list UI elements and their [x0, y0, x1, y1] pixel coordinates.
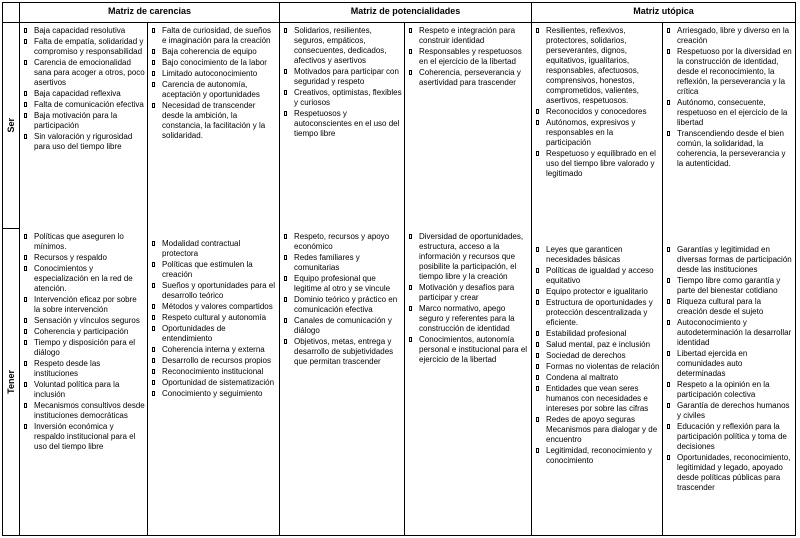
list-item-text: Baja capacidad reflexiva: [34, 89, 121, 98]
list-item-text: Sin valoración y rigurosidad para uso del tiempo libre: [34, 132, 133, 151]
bullet-icon: [667, 351, 670, 356]
list-item: [535, 287, 660, 297]
list-item: [151, 260, 277, 280]
list-item-text: Motivados para participar con seguridad y respeto: [294, 67, 399, 86]
list-item-text: Oportunidades de entendimiento: [162, 324, 226, 343]
bullet-icon: [284, 297, 287, 302]
bullet-icon: [667, 278, 670, 283]
list-item: [666, 422, 793, 452]
list-item: [23, 58, 145, 88]
list-item-text: Falta de empatía, solidaridad y compromiso y responsabilidad: [34, 37, 144, 56]
list-item: [151, 313, 277, 323]
bullet-icon: [667, 424, 670, 429]
list-item: [151, 356, 277, 366]
list-item-text: Oportunidades, reconocimiento, legitimidad y legado, apoyado desde políticas públicas para trascender: [677, 453, 791, 492]
list-item-text: Respetuoso por la diversidad en la construcción de identidad, desde el reconocimiento, la reflexión, la perseverancia y la crítica: [677, 47, 792, 96]
list-item-text: Reconocidos y conocedores: [546, 107, 647, 116]
list-item: [666, 297, 793, 317]
bullet-icon: [536, 300, 539, 305]
bullet-icon: [152, 28, 155, 33]
list-item-text: Respeto, recursos y apoyo económico: [294, 232, 390, 251]
bullet-icon: [536, 109, 539, 114]
bullet-icon: [24, 91, 27, 96]
list-item: [151, 302, 277, 312]
list-item: [23, 338, 145, 358]
bullet-icon: [24, 266, 27, 271]
list-item: [283, 26, 402, 66]
bullet-icon: [24, 102, 27, 107]
list-item-text: Modalidad contractual protectora: [162, 239, 241, 258]
list-item-text: Falta de comunicación efectiva: [34, 100, 144, 109]
list-item-text: Desarrollo de recursos propios: [162, 356, 271, 365]
list-item-text: Tiempo y disposición para el diálogo: [34, 338, 136, 357]
list-item-text: Baja coherencia de equipo: [162, 47, 257, 56]
list-item-text: Baja capacidad resolutiva: [34, 26, 126, 35]
list-item: [535, 384, 660, 414]
list-item: [535, 26, 660, 106]
list-item: [666, 245, 793, 275]
list-item: [535, 118, 660, 148]
cell-carencias-tener-2: [147, 229, 279, 535]
bullet-icon: [536, 289, 539, 294]
bullet-icon: [284, 255, 287, 260]
bullet-icon: [536, 28, 539, 33]
bullet-icon: [536, 268, 539, 273]
bullet-icon: [667, 49, 670, 54]
bullet-icon: [667, 100, 670, 105]
list-item-text: Autoconocimiento y autodeterminación la desarrollar identidad: [677, 318, 792, 347]
list-item-text: Métodos y valores compartidos: [162, 302, 273, 311]
list-item-text: Motivación y desafíos para participar y crear: [419, 283, 515, 302]
bullet-icon: [24, 134, 27, 139]
bullet-icon: [536, 120, 539, 125]
list-item: [151, 345, 277, 355]
list-item-text: Carencia de autonomía, aceptación y oportunidades: [162, 80, 260, 99]
list-item: [535, 298, 660, 328]
list-item-text: Solidarios, resilientes, seguros, empáticos, consecuentes, dedicados, afectivos y asertivos: [294, 26, 387, 65]
bullet-icon: [152, 71, 155, 76]
list-item-text: Coherencia, perseverancia y asertividad para trascender: [419, 68, 521, 87]
list-item: [151, 101, 277, 141]
list-item-text: Transcendiendo desde el bien común, la solidaridad, la coherencia, la perseverancia y la autenticidad.: [677, 129, 786, 168]
list-item: [23, 253, 145, 263]
list-item-text: Educación y reflexión para la participación política y toma de decisiones: [677, 422, 787, 451]
list-item-text: Formas no violentas de relación: [546, 362, 660, 371]
list-item-text: Respeto a la opinión en la participación colectiva: [677, 380, 770, 399]
bullet-icon: [667, 131, 670, 136]
cell-utopica-ser-2: [662, 23, 795, 229]
bullet-icon: [152, 241, 155, 246]
bullet-icon: [284, 28, 287, 33]
list-item: [283, 232, 402, 252]
list-item-text: Respeto desde las instituciones: [34, 359, 101, 378]
list-item-text: Arriesgado, libre y diverso en la creación: [677, 26, 790, 45]
bullet-icon: [536, 417, 539, 422]
list-item-text: Necesidad de transcender desde la ambición, la constancia, la facilitación y la solidaridad.: [162, 101, 266, 140]
bullet-icon: [152, 326, 155, 331]
list-item-text: Oportunidad de sistematización: [162, 378, 275, 387]
bullet-icon: [24, 361, 27, 366]
bullet-icon: [152, 262, 155, 267]
bullet-icon: [152, 315, 155, 320]
list-item: [666, 276, 793, 296]
cell-potencialidades-tener-1: [279, 229, 404, 535]
bullet-icon: [536, 331, 539, 336]
bullet-icon: [667, 28, 670, 33]
list-item: [23, 380, 145, 400]
list-item-text: Conocimientos, autonomía personal e institucional para el ejercicio de la libertad: [419, 335, 528, 364]
list-item-text: Voluntad política para la inclusión: [34, 380, 120, 399]
list-item: [283, 337, 402, 367]
list-item-text: Recursos y respaldo: [34, 253, 107, 262]
list-item: [23, 89, 145, 99]
bullet-icon: [536, 151, 539, 156]
list-item: [23, 316, 145, 326]
list-item: [535, 415, 660, 445]
list-item: [535, 351, 660, 361]
list-item: [23, 401, 145, 421]
bullet-icon: [409, 28, 412, 33]
list-item: [535, 340, 660, 350]
cell-potencialidades-ser-1: [279, 23, 404, 229]
list-item-text: Sensación y vínculos seguros: [34, 316, 140, 325]
list-item: [283, 295, 402, 315]
list-item-text: Inversión económica y respaldo institucional para el uso del tiempo libre: [34, 422, 136, 451]
list-item-text: Respeto e integración para construir identidad: [419, 26, 516, 45]
bullet-icon: [152, 358, 155, 363]
list-item-text: Respeto cultural y autonomía: [162, 313, 267, 322]
list-item: [151, 324, 277, 344]
bullet-icon: [24, 255, 27, 260]
bullet-icon: [24, 113, 27, 118]
list-item-text: Estabilidad profesional: [546, 329, 627, 338]
list-item: [23, 422, 145, 452]
bullet-icon: [536, 375, 539, 380]
list-item-text: Coherencia y participación: [34, 327, 129, 336]
list-item: [283, 316, 402, 336]
bullet-icon: [667, 299, 670, 304]
list-item-text: Falta de curiosidad, de sueños e imaginación para la creación: [162, 26, 271, 45]
list-item: [151, 26, 277, 46]
list-item: [408, 26, 529, 46]
bullet-icon: [409, 306, 412, 311]
list-item-text: Garantías y legitimidad en diversas formas de participación desde las instituciones: [677, 245, 792, 274]
bullet-icon: [536, 386, 539, 391]
bullet-icon: [536, 342, 539, 347]
list-item-text: Conocimientos y especialización en la red de atención.: [34, 264, 133, 293]
bullet-icon: [284, 234, 287, 239]
list-item-text: Creativos, optimistas, flexibles y curiosos: [294, 88, 402, 107]
bullet-icon: [667, 382, 670, 387]
bullet-icon: [284, 69, 287, 74]
list-item: [666, 98, 793, 128]
cell-utopica-tener-1: [531, 229, 662, 535]
bullet-icon: [152, 304, 155, 309]
bullet-icon: [152, 82, 155, 87]
list-item-text: Diversidad de oportunidades, estructura, acceso a la información y recursos que posibilite la participación, el tiempo libre y la creación: [419, 232, 524, 281]
list-item: [283, 88, 402, 108]
list-item: [535, 266, 660, 286]
list-item-text: Coherencia interna y externa: [162, 345, 265, 354]
list-item: [535, 446, 660, 466]
list-item: [535, 149, 660, 179]
list-item-text: Objetivos, metas, entrega y desarrollo de subjetividades que permitan trascender: [294, 337, 394, 366]
list-item: [283, 109, 402, 139]
list-item-text: Sociedad de derechos: [546, 351, 626, 360]
list-item-text: Salud mental, paz e inclusión: [546, 340, 651, 349]
list-item: [408, 232, 529, 282]
list-item-text: Garantía de derechos humanos y civiles: [677, 401, 790, 420]
list-item-text: Entidades que vean seres humanos con necesidades e intereses por sobre las cifras: [546, 384, 649, 413]
list-item-text: Redes familiares y comunitarias: [294, 253, 360, 272]
bullet-icon: [24, 382, 27, 387]
bullet-icon: [152, 347, 155, 352]
bullet-icon: [24, 318, 27, 323]
cell-carencias-ser-1: [19, 23, 147, 229]
matrix-table: [2, 2, 796, 536]
list-item-text: Equipo profesional que legitime al otro y se vincule: [294, 274, 391, 293]
bullet-icon: [24, 424, 27, 429]
list-item: [151, 69, 277, 79]
bullet-icon: [152, 369, 155, 374]
list-item: [535, 373, 660, 383]
list-item: [666, 47, 793, 97]
list-item-text: Leyes que garanticen necesidades básicas: [546, 245, 623, 264]
list-item-text: Políticas de igualdad y acceso equitativo: [546, 266, 654, 285]
header-matriz-carencias: Matriz de carencias: [19, 3, 279, 23]
list-item-text: Reconocimiento institucional: [162, 367, 264, 376]
bullet-icon: [152, 380, 155, 385]
bullet-icon: [284, 339, 287, 344]
list-item-text: Dominio teórico y práctico en comunicación efectiva: [294, 295, 398, 314]
bullet-icon: [409, 70, 412, 75]
list-item: [151, 239, 277, 259]
bullet-icon: [284, 318, 287, 323]
list-item: [23, 111, 145, 131]
list-item-text: Condena al maltrato: [546, 373, 619, 382]
cell-carencias-tener-1: [19, 229, 147, 535]
bullet-icon: [152, 283, 155, 288]
bullet-icon: [24, 403, 27, 408]
bullet-icon: [284, 111, 287, 116]
bullet-icon: [409, 337, 412, 342]
bullet-icon: [152, 49, 155, 54]
list-item: [23, 232, 145, 252]
list-item: [666, 318, 793, 348]
list-item: [666, 26, 793, 46]
bullet-icon: [24, 340, 27, 345]
list-item: [23, 26, 145, 36]
list-item: [666, 401, 793, 421]
list-item-text: Estructura de oportunidades y protección descentralizada y eficiente.: [546, 298, 653, 327]
list-item-text: Canales de comunicación y diálogo: [294, 316, 392, 335]
bullet-icon: [284, 276, 287, 281]
header-matriz-utopica: Matriz utópica: [531, 3, 795, 23]
list-item: [535, 362, 660, 372]
list-item-text: Tiempo libre como garantía y parte del bienestar cotidiano: [677, 276, 781, 295]
list-item: [151, 80, 277, 100]
list-item: [23, 132, 145, 152]
list-item: [666, 349, 793, 379]
list-item: [666, 380, 793, 400]
bullet-icon: [667, 455, 670, 460]
list-item-text: Conocimiento y seguimiento: [162, 389, 263, 398]
corner-cell: [3, 3, 19, 23]
list-item: [408, 68, 529, 88]
bullet-icon: [284, 90, 287, 95]
bullet-icon: [24, 297, 27, 302]
list-item-text: Legitimidad, reconocimiento y conocimiento: [546, 446, 652, 465]
list-item-text: Respetuoso y equilibrado en el uso del tiempo libre valorado y legitimado: [546, 149, 656, 178]
row-label-tener: Tener: [6, 370, 16, 394]
cell-carencias-ser-2: [147, 23, 279, 229]
list-item: [23, 327, 145, 337]
list-item: [23, 37, 145, 57]
list-item: [408, 283, 529, 303]
list-item: [23, 295, 145, 315]
list-item-text: Autónomo, consecuente, respetuoso en el ejercicio de la libertad: [677, 98, 788, 127]
list-item-text: Políticas que aseguren lo mínimos.: [34, 232, 124, 251]
list-item-text: Bajo conocimiento de la labor: [162, 58, 267, 67]
bullet-icon: [667, 403, 670, 408]
bullet-icon: [536, 247, 539, 252]
bullet-icon: [152, 391, 155, 396]
list-item: [666, 129, 793, 169]
bullet-icon: [152, 60, 155, 65]
row-label-ser: Ser: [3, 23, 19, 229]
list-item: [535, 245, 660, 265]
bullet-icon: [409, 285, 412, 290]
cell-potencialidades-tener-2: [404, 229, 531, 535]
list-item-text: Riqueza cultural para la creación desde el sujeto: [677, 297, 764, 316]
bullet-icon: [536, 364, 539, 369]
list-item-text: Resilientes, reflexivos, protectores, solidarios, perseverantes, dignos, equitativos, igualitarios, responsables, afectuosos, comprensivos, honestos, comprometidos, valientes, asertivos, respetuosos.: [546, 26, 639, 105]
list-item: [535, 107, 660, 117]
list-item: [151, 47, 277, 57]
bullet-icon: [24, 39, 27, 44]
bullet-icon: [24, 60, 27, 65]
bullet-icon: [667, 320, 670, 325]
list-item: [23, 359, 145, 379]
list-item: [283, 253, 402, 273]
list-item: [408, 304, 529, 334]
bullet-icon: [667, 247, 670, 252]
list-item-text: Respetuosos y autoconscientes en el uso del tiempo libre: [294, 109, 400, 138]
list-item: [23, 100, 145, 110]
bullet-icon: [409, 49, 412, 54]
list-item-text: Baja motivación para la participación: [34, 111, 118, 130]
list-item-text: Mecanismos consultivos desde instituciones democráticas: [34, 401, 145, 420]
list-item-text: Responsables y respetuosos en el ejercicio de la libertad: [419, 47, 522, 66]
cell-utopica-tener-2: [662, 229, 795, 535]
list-item: [283, 274, 402, 294]
bullet-icon: [536, 353, 539, 358]
list-item: [151, 367, 277, 377]
list-item: [666, 453, 793, 493]
bullet-icon: [409, 234, 412, 239]
list-item: [151, 281, 277, 301]
bullet-icon: [24, 234, 27, 239]
list-item: [408, 335, 529, 365]
list-item: [151, 58, 277, 68]
bullet-icon: [24, 329, 27, 334]
list-item-text: Autónomos, expresivos y responsables en la participación: [546, 118, 636, 147]
cell-potencialidades-ser-2: [404, 23, 531, 229]
list-item: [408, 47, 529, 67]
list-item-text: Marco normativo, apego seguro y referentes para la construcción de identidad: [419, 304, 515, 333]
list-item: [283, 67, 402, 87]
list-item-text: Políticas que estimulen la creación: [162, 260, 253, 279]
list-item-text: Redes de apoyo seguras Mecanismos para dialogar y de encuentro: [546, 415, 658, 444]
list-item: [23, 264, 145, 294]
list-item: [151, 378, 277, 388]
list-item-text: Limitado autoconocimiento: [162, 69, 258, 78]
list-item-text: Equipo protector e igualitario: [546, 287, 648, 296]
list-item-text: Sueños y oportunidades para el desarrollo teórico: [162, 281, 275, 300]
bullet-icon: [152, 103, 155, 108]
list-item-text: Carencia de emocionalidad sana para acoger a otros, poco asertivos: [34, 58, 145, 87]
list-item: [535, 329, 660, 339]
header-matriz-potencialidades: Matriz de potencialidades: [279, 3, 531, 23]
list-item: [151, 389, 277, 399]
cell-utopica-ser-1: [531, 23, 662, 229]
list-item-text: Libertad ejercida en comunidades auto determinadas: [677, 349, 748, 378]
bullet-icon: [536, 448, 539, 453]
list-item-text: Intervención eficaz por sobre la sobre intervención: [34, 295, 137, 314]
bullet-icon: [24, 28, 27, 33]
